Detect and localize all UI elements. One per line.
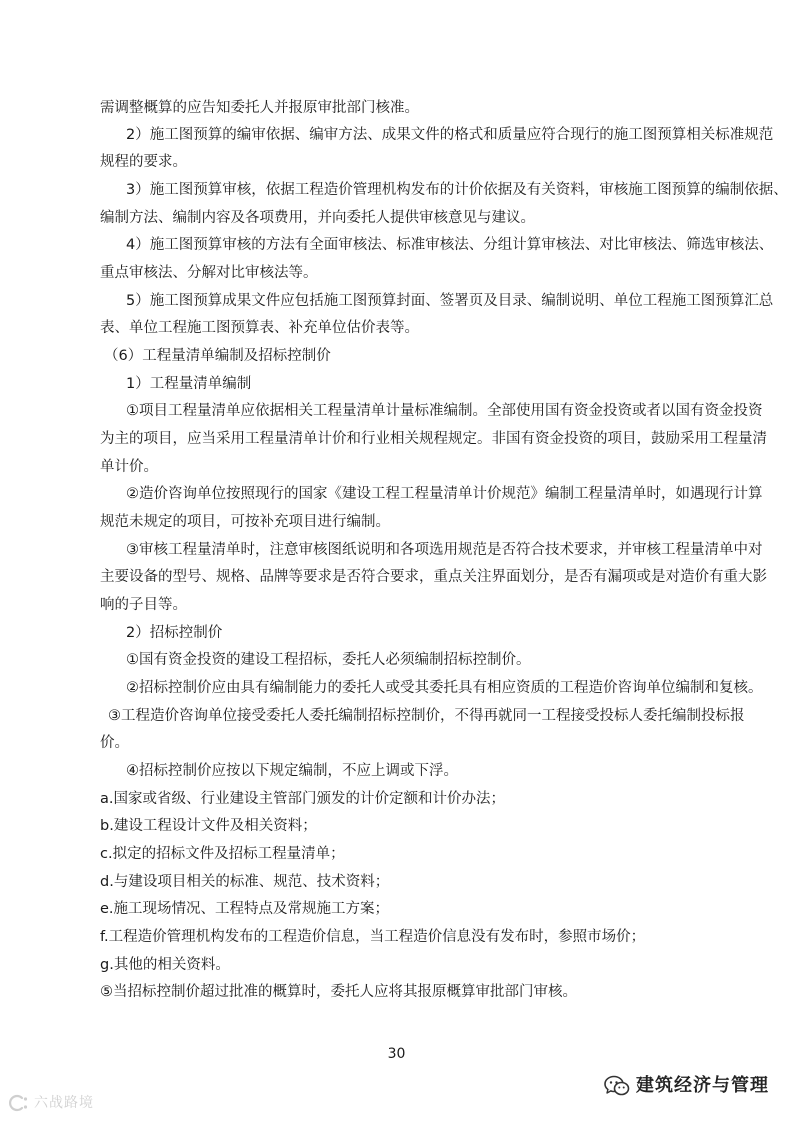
subsection-heading: 1）工程量清单编制 <box>126 376 252 392</box>
subsection-heading: 2）招标控制价 <box>126 625 223 641</box>
text-line: 主要设备的型号、规格、品牌等要求是否符合要求，重点关注界面划分，是否有漏项或是对造价有重大影 <box>100 569 767 585</box>
text-line: 5）施工图预算成果文件应包括施工图预算封面、签署页及目录、编制说明、单位工程施工图预算汇总 <box>126 293 774 309</box>
text-line: ②造价咨询单位按照现行的国家《建设工程工程量清单计价规范》编制工程量清单时，如遇现行计算 <box>126 486 763 502</box>
text-line: 规范未规定的项目，可按补充项目进行编制。 <box>100 514 390 530</box>
list-item: g.其他的相关资料。 <box>100 957 230 973</box>
text-line: 需调整概算的应告知委托人并报原审批部门核准。 <box>100 100 419 116</box>
text-line: 为主的项目，应当采用工程量清单计价和行业相关规程规定。非国有资金投资的项目，鼓励采用工程量清 <box>100 431 767 447</box>
text-line: 重点审核法、分解对比审核法等。 <box>100 265 318 281</box>
account-name: 建筑经济与管理 <box>636 1075 769 1096</box>
text-line: 3）施工图预算审核，依据工程造价管理机构发布的计价依据及有关资料，审核施工图预算的编制依据、 <box>126 182 788 198</box>
text-line: 编制方法、编制内容及各项费用，并向委托人提供审核意见与建议。 <box>100 210 535 226</box>
site-logo-icon <box>8 1093 30 1113</box>
list-item: f.工程造价管理机构发布的工程造价信息，当工程造价信息没有发布时，参照市场价； <box>100 929 646 945</box>
text-line: ⑤当招标控制价超过批准的概算时，委托人应将其报原概算审批部门审核。 <box>100 984 577 1000</box>
text-line: 2）施工图预算的编审依据、编审方法、成果文件的格式和质量应符合现行的施工图预算相关标准规范 <box>126 127 774 143</box>
list-item: c.拟定的招标文件及招标工程量清单； <box>100 846 345 862</box>
text-line: 单计价。 <box>100 459 158 475</box>
text-line: 响的子目等。 <box>100 597 187 613</box>
text-line: ②招标控制价应由具有编制能力的委托人或受其委托具有相应资质的工程造价咨询单位编制和复核。 <box>126 680 763 696</box>
text-line: ①国有资金投资的建设工程招标，委托人必须编制招标控制价。 <box>126 652 531 668</box>
text-line: 4）施工图预算审核的方法有全面审核法、标准审核法、分组计算审核法、对比审核法、筛选审核法、 <box>126 237 774 253</box>
list-item: b.建设工程设计文件及相关资料； <box>100 818 317 834</box>
page-number: 30 <box>387 1046 406 1062</box>
list-item: e.施工现场情况、工程特点及常规施工方案； <box>100 901 390 917</box>
text-line: ③工程造价咨询单位接受委托人委托编制招标控制价，不得再就同一工程接受投标人委托编制投标报 <box>108 708 745 724</box>
text-line: 价。 <box>100 735 129 751</box>
text-line: ④招标控制价应按以下规定编制，不应上调或下浮。 <box>126 763 458 779</box>
list-item: a.国家或省级、行业建设主管部门颁发的计价定额和计价办法； <box>100 791 505 807</box>
section-heading: （6）工程量清单编制及招标控制价 <box>104 348 331 364</box>
site-name: 六战路境 <box>34 1095 94 1111</box>
text-line: 规程的要求。 <box>100 154 187 170</box>
wechat-icon <box>604 1075 630 1097</box>
account-watermark <box>604 1074 769 1098</box>
list-item: d.与建设项目相关的标准、规范、技术资料； <box>100 874 390 890</box>
text-line: ③审核工程量清单时，注意审核图纸说明和各项选用规范是否符合技术要求，并审核工程量清单中对 <box>126 542 763 558</box>
site-watermark <box>8 1093 94 1113</box>
text-line: ①项目工程量清单应依据相关工程量清单计量标准编制。全部使用国有资金投资或者以国有资金投资 <box>126 403 763 419</box>
text-line: 表、单位工程施工图预算表、补充单位估价表等。 <box>100 320 419 336</box>
